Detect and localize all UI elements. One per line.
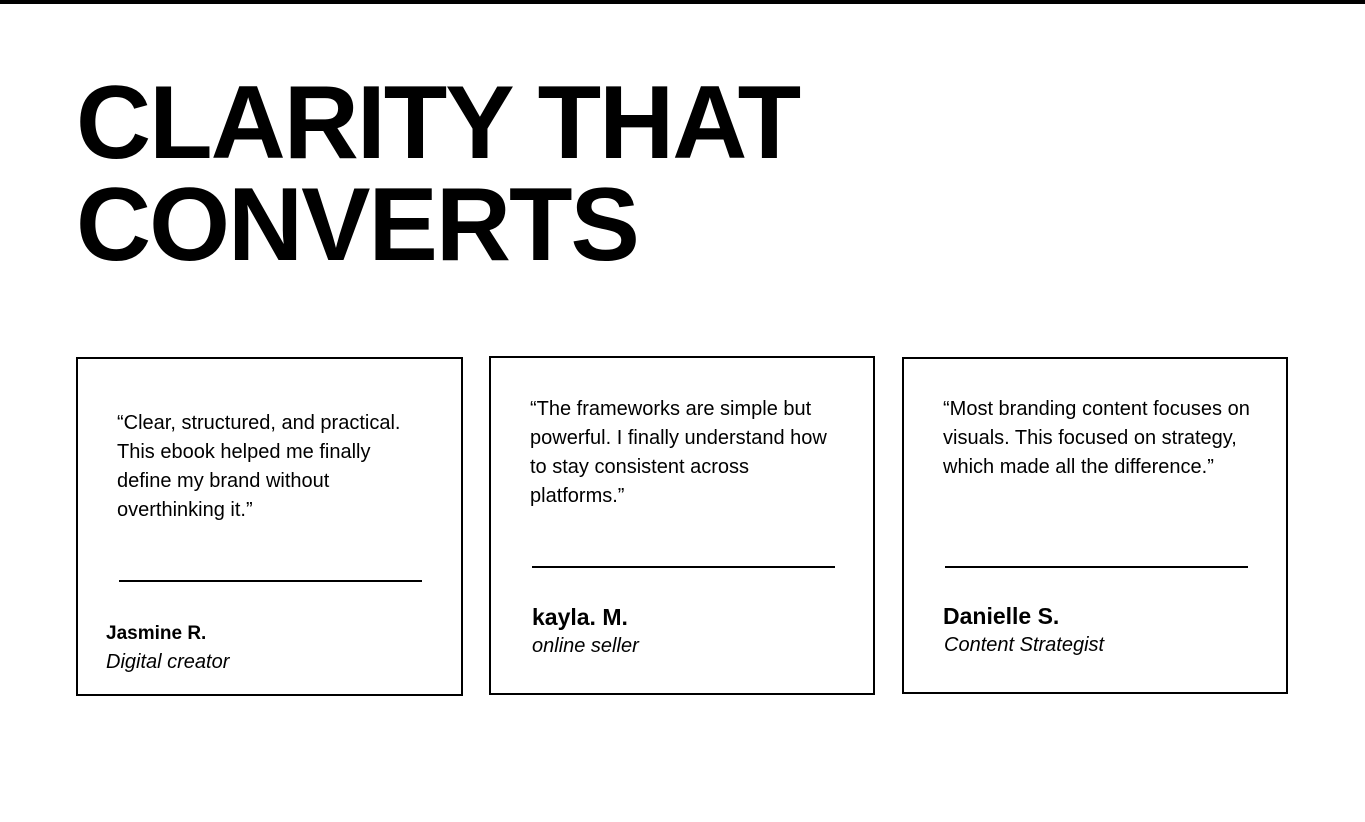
testimonial-divider bbox=[119, 580, 422, 582]
headline-line-1: CLARITY THAT bbox=[76, 65, 800, 181]
testimonial-author-name: Jasmine R. bbox=[106, 623, 207, 644]
testimonial-card-3 bbox=[902, 357, 1288, 694]
testimonial-author-role: online seller bbox=[532, 635, 639, 657]
testimonial-card-1 bbox=[76, 357, 463, 696]
testimonial-quote: “Most branding content focuses on visuals. This focused on strategy, which made all the difference.” bbox=[943, 398, 1250, 478]
top-border-rule bbox=[0, 0, 1365, 4]
testimonial-quote: “The frameworks are simple but powerful. I finally understand how to stay consistent across platforms.” bbox=[530, 398, 827, 507]
testimonial-card-2 bbox=[489, 356, 875, 695]
testimonial-author-name: Danielle S. bbox=[943, 603, 1060, 629]
testimonial-author-name: kayla. M. bbox=[532, 604, 628, 630]
testimonial-divider bbox=[945, 566, 1248, 568]
testimonial-author-role: Digital creator bbox=[106, 651, 230, 673]
testimonial-quote: “Clear, structured, and practical. This ebook helped me finally define my brand without overthinking it.” bbox=[117, 412, 401, 521]
page-headline bbox=[76, 65, 800, 283]
headline-line-2: CONVERTS bbox=[76, 167, 638, 283]
testimonial-author-role: Content Strategist bbox=[944, 634, 1105, 656]
testimonial-divider bbox=[532, 566, 835, 568]
